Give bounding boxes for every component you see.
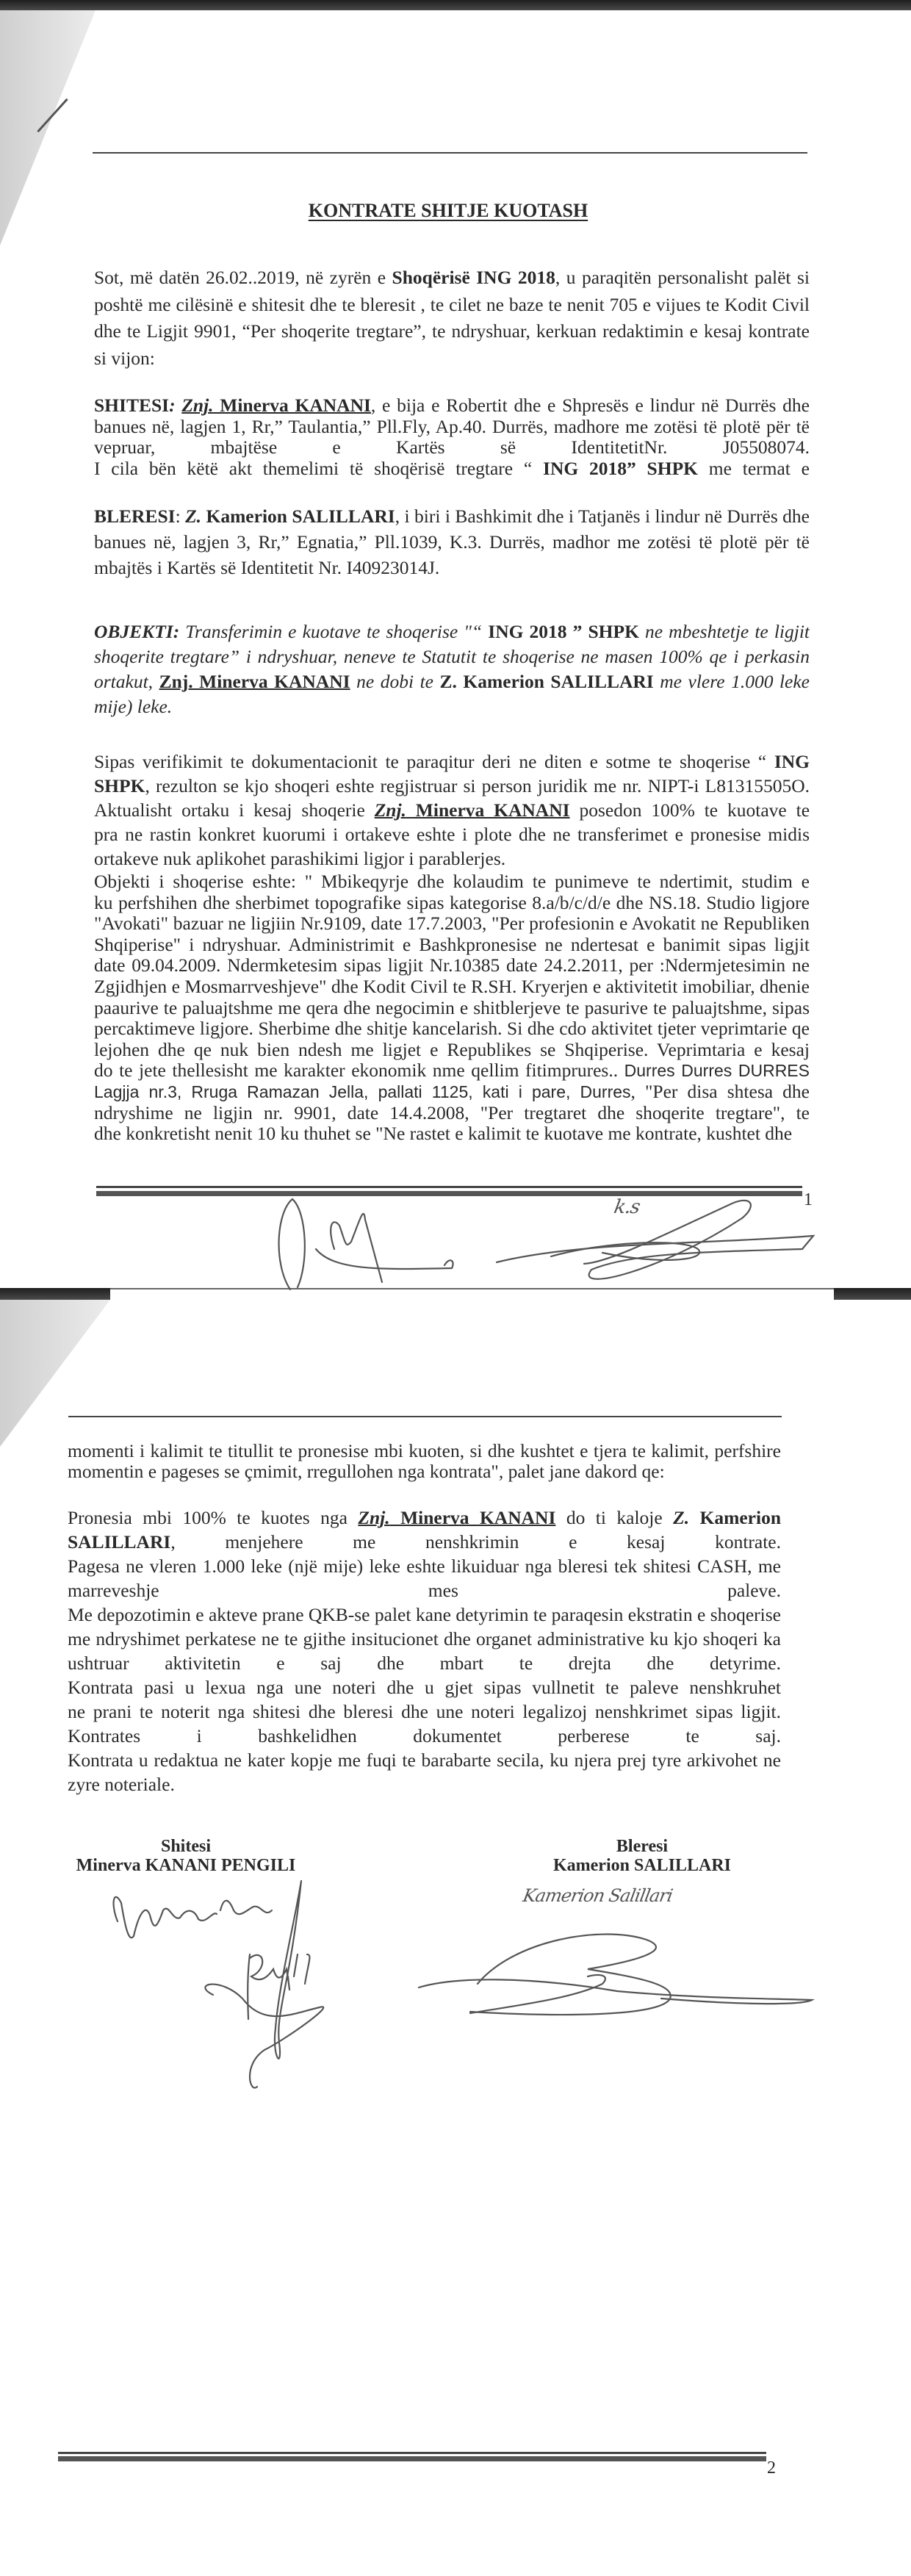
emphasized-text-run: Kamerion SALILLARI (201, 506, 395, 527)
text-run: posedon 100% te kuotave te (579, 799, 810, 821)
text-line (68, 1651, 781, 1675)
text-run: zyre noteriale. (68, 1774, 175, 1795)
text-line (94, 503, 810, 529)
emphasized-text-run: mije) leke. (94, 696, 173, 717)
text-run: ku perfshihen dhe sherbimet topografike sipas kategorise 8.a/b/c/d/e dhe NS.18. Studio ligjore (94, 892, 810, 913)
text-line (68, 1602, 781, 1627)
text-line (94, 555, 810, 580)
text-line (68, 1554, 781, 1578)
page-gap-shadow-left (0, 1288, 110, 1300)
text-line (68, 1748, 781, 1772)
scan-top-shadow (0, 0, 911, 10)
text-run: Kontrates i bashkelidhen dokumentet perberese te saj. (68, 1725, 781, 1746)
text-line (68, 1772, 781, 1796)
emphasized-text-run: Z. (673, 1507, 690, 1528)
buyer-name: Kamerion SALILLARI (552, 1856, 732, 1875)
emphasized-text-run: Shoqërisë ING 2018 (392, 267, 555, 288)
emphasized-text-run: SHITESI (94, 395, 170, 416)
text-run: "Avokati" bazuar ne ligjiin Nr.9109, date 17.7.2003, "Per profesionin e Avokatit ne Republiken (94, 913, 810, 935)
text-line (94, 749, 810, 774)
text-run: momentin e pageses se çmimit, rregullohen nga kontrata", palet jane dakord qe: (68, 1461, 665, 1482)
text-line (68, 1724, 781, 1748)
text-line (94, 871, 810, 893)
text-run: do ti kaloje (555, 1507, 674, 1528)
text-run: me termat e (708, 458, 810, 480)
text-run: ortakeve nuk aplikohet parashikimi ligjor i parablerjes. (94, 848, 506, 869)
emphasized-text-run: Minerva KANANI (213, 395, 371, 416)
page-gap-shadow-right (834, 1288, 911, 1300)
emphasized-text-run: Z. (185, 506, 202, 527)
text-line (94, 955, 810, 976)
text-run: marreveshje mes paleve. (68, 1580, 781, 1601)
emphasized-text-run: Z. Kamerion SALILLARI (439, 671, 654, 692)
text-line (94, 417, 810, 438)
emphasized-text-run: Znj. (181, 395, 214, 416)
text-line (94, 1082, 810, 1103)
text-line (68, 1530, 781, 1554)
page1-seller-signature (279, 1199, 453, 1289)
emphasized-text-run: Transferimin e kuotave te shoqerise "“ (179, 621, 489, 642)
page2-left-shadow (0, 1300, 110, 1447)
text-line (94, 798, 810, 822)
text-run: , u paraqitën personalisht palët si (555, 267, 810, 288)
text-line (94, 318, 810, 345)
text-line (94, 265, 810, 292)
text-line (94, 935, 810, 956)
emphasized-text-run: ING 2018 ” SHPK (488, 621, 639, 642)
text-run: dhe te Ligjit 9901, “Per shoqerite tregtare”, te ndryshuar, kerkuan redaktimin e kesaj kontrate (94, 320, 810, 342)
emphasized-text-run: Minerva KANANI (389, 1507, 556, 1528)
intro-paragraph (94, 265, 810, 373)
buyer-handwritten-name: Kamerion Salillari (521, 1885, 674, 1906)
text-line (94, 893, 810, 914)
text-run: Objekti i shoqerise eshte: " Mbikeqyrje dhe kolaudim te punimeve te ndertimit, studim e (94, 871, 810, 892)
emphasized-text-run: ne mbeshtetje te ligjit (645, 621, 810, 642)
text-run: banues në, lagjen 3, Rr,” Egnatia,” Pll.1039, K.3. Durrës, madhor me zotësi të plotë për të (94, 531, 810, 553)
text-run: me ndryshimet perkatese ne te gjithe insitucionet dhe organet administrative ku kjo shoqeri ka (68, 1628, 781, 1649)
text-line (94, 976, 810, 998)
company-object-paragraph (94, 871, 810, 1145)
text-line (94, 1103, 810, 1124)
text-run: ne prani te noterit nga shitesi dhe bleresi dhe une noteri legalizoj nenshkrimet sipas ligjit. (68, 1701, 781, 1722)
text-run: Zgjidhjen e Mosmarrveshjeve" dhe Kodit Civil te R.SH. Kryerjen e aktivitetit imobiliar, dhenie (94, 976, 810, 997)
text-run: percaktimeve ligjore. Sherbime dhe shitje kancelarish. Si dhe cdo aktivitet tjeter veprimtarie qe (94, 1018, 810, 1040)
document-title: KONTRATE SHITJE KUOTASH (308, 200, 588, 221)
emphasized-text-run: ING 2018” SHPK (543, 458, 698, 480)
footer-rule-thick (96, 1191, 802, 1196)
text-run: Sot, më datën 26.02..2019, në zyrën e (94, 267, 392, 288)
page2-seller-signature (114, 1881, 324, 2088)
verification-paragraph (94, 749, 810, 871)
text-run: ndryshime ne ligjin nr. 9901, date 14.4.2008, "Per tregtaret dhe shoqerite tregtare", te (94, 1102, 810, 1123)
emphasized-text-run: ortakut, (94, 671, 159, 692)
buyer-role-label: Bleresi (616, 1837, 669, 1856)
emphasized-text-run: Lagjja nr.3, Rruga Ramazan Jella, pallati 1125, kati i pare, Durres (94, 1082, 631, 1101)
text-run: Aktualisht ortaku i kesaj shoqerie (94, 799, 375, 821)
emphasized-text-run: SALILLARI (68, 1531, 171, 1553)
emphasized-text-run: BLERESI (94, 506, 176, 527)
text-run: momenti i kalimit te titullit te pronesise mbi kuoten, si dhe kushtet e tjera te kalimit, perfshire (68, 1441, 781, 1461)
text-run: mbajtës i Kartës së Identitetit Nr. I40923014J. (94, 557, 440, 578)
text-run: vepruar, mbajtëse e Kartës së IdentitetitNr. J05508074. (94, 437, 810, 458)
text-run: I cila bën këtë akt themelimi të shoqërisë tregtare “ (94, 458, 544, 480)
text-run: banues në, lagjen 1, Rr,” Taulantia,” Pll.Fly, Ap.40. Durrës, madhore me zotësi të plotë për të (94, 416, 810, 437)
text-line (94, 292, 810, 319)
text-line (68, 1627, 781, 1651)
text-run: , e bija e Robertit dhe e Shpresës e lindur në Durrës dhe (370, 395, 810, 416)
seller-signature-block (39, 1837, 333, 1875)
text-run: Pagesa ne vleren 1.000 leke (një mije) leke eshte likuiduar nga bleresi tek shitesi CASH, me (68, 1555, 781, 1577)
page2-footer-rule-thin (58, 2452, 766, 2454)
page2-buyer-signature (419, 1935, 812, 2015)
emphasized-text-run: ING (774, 751, 810, 772)
seller-role-label: Shitesi (160, 1837, 211, 1856)
text-line (68, 1675, 781, 1699)
emphasized-text-run: me vlere 1.000 leke (660, 671, 810, 692)
emphasized-text-run: Znj. (358, 1507, 390, 1528)
text-line (94, 774, 810, 798)
page1-buyer-signature (497, 1201, 813, 1279)
footer-rule-thin (96, 1186, 802, 1188)
text-line (94, 1123, 810, 1145)
text-run: poshtë me cilësinë e shitesit dhe te bleresit , te cilet ne baze te nenit 705 e vijues te Kodit Civil (94, 293, 810, 315)
page1-signature-initials: k.s (612, 1196, 642, 1218)
emphasized-text-run: SHPK (94, 775, 145, 796)
text-run: dhe konkretisht nenit 10 ku thuhet se "Ne rastet e kalimit te kuotave me kontrate, kushtet dhe (94, 1123, 793, 1145)
text-line (68, 1578, 781, 1602)
page-number-2: 2 (767, 2458, 776, 2478)
text-line (94, 437, 810, 458)
text-line (94, 1040, 810, 1061)
text-run: : (175, 506, 186, 527)
text-line (68, 1699, 781, 1724)
text-run: date 09.04.2009. Ndermketesim sipas ligjit Nr.10385 date 24.2.2011, per :Ndermjetesimin ne (94, 955, 810, 976)
text-line (94, 1018, 810, 1040)
object-paragraph (94, 619, 810, 719)
page-number: 1 (804, 1190, 813, 1209)
emphasized-text-run: Znj. (374, 799, 406, 821)
text-line (94, 998, 810, 1019)
text-line (94, 395, 810, 417)
text-run: Kontrata u redaktua ne kater kopje me fuqi te barabarte secila, ku njera prej tyre arkivohet ne (68, 1749, 781, 1771)
text-line (94, 529, 810, 555)
text-run: Shqiperise" i ndryshuar. Administrimit e Bashkpronesise ne ndertesat e banimit sipas ligjit (94, 934, 810, 955)
text-run: , i biri i Bashkimit dhe i Tatjanës i lindur në Durrës dhe (395, 506, 810, 527)
emphasized-text-run: shoqerite tregtare” i ndryshuar, neneve te Statutit te shoqerise ne masen 100% qe i perkasin (94, 646, 810, 667)
buyer-paragraph (94, 503, 810, 580)
text-run: do te jete thellesisht me karakter ekonomik nme qellim fitimprures.. (94, 1060, 624, 1082)
text-run: Pronesia mbi 100% te kuotes nga (68, 1507, 359, 1528)
emphasized-text-run: ne dobi te (350, 671, 440, 692)
text-line (94, 345, 810, 373)
buyer-signature-block (495, 1837, 789, 1875)
text-line (68, 1441, 781, 1461)
text-run: lejohen dhe qe nuk bien ndesh me ligjet e Republikes se Shqiperise. Veprimtaria e kesaj (94, 1039, 810, 1060)
text-run: , rezulton se kjo shoqeri eshte regjistruar si person juridik me nr. NIPT-i L81315505O. (145, 775, 810, 796)
text-line (94, 694, 810, 719)
page-gap-edge (110, 1288, 834, 1289)
transfer-conditions-paragraph (68, 1441, 781, 1482)
text-run: Sipas verifikimit te dokumentacionit te paraqitur deri ne diten e sotme te shoqerise “ (94, 751, 774, 772)
page2-footer-rule-thick (58, 2456, 766, 2461)
emphasized-text-run: OBJEKTI: (94, 621, 180, 642)
seller-paragraph (94, 395, 810, 480)
text-run: Kontrata pasi u lexua nga une noteri dhe u gjet sipas vullnetit te paleve nenshkruhet (68, 1677, 781, 1698)
text-run: ushtruar aktivitetin e saj dhe mbart te drejta dhe detyrime. (68, 1652, 781, 1674)
emphasized-text-run: Znj. Minerva KANANI (159, 671, 350, 692)
text-line (94, 913, 810, 935)
text-line (94, 846, 810, 871)
page2-header-rule (68, 1416, 782, 1417)
text-line (94, 619, 810, 644)
text-line (94, 669, 810, 694)
emphasized-text-run: Durres Durres DURRES (624, 1061, 810, 1081)
text-run: paaurive te paluajtshme me qera dhe negocimin e shitblerjeve te pasurive te paluajtshme, sipas (94, 997, 810, 1018)
text-run: pra ne rastin konkret kuorumi i ortakeve eshte i plote dhe ne transferimet e pronesise midis (94, 824, 810, 845)
text-line (68, 1505, 781, 1530)
emphasized-text-run: Kamerion (689, 1507, 781, 1528)
seller-name: Minerva KANANI PENGILI (76, 1856, 296, 1875)
text-run: Me depozotimin e akteve prane QKB-se palet kane detyrimin te paraqesin ekstratin e shoqerise (68, 1604, 781, 1625)
text-line (94, 822, 810, 846)
text-run: , "Per disa shtesa dhe (630, 1081, 810, 1102)
text-line (94, 644, 810, 669)
text-run: , menjehere me nenshkrimin e kesaj kontrate. (170, 1531, 781, 1553)
text-line (94, 1060, 810, 1082)
agreement-terms-paragraph (68, 1505, 781, 1796)
text-line (94, 458, 810, 480)
emphasized-text-run: Minerva KANANI (406, 799, 570, 821)
header-rule (93, 152, 807, 154)
text-line (68, 1461, 781, 1482)
emphasized-text-run: : (169, 395, 182, 416)
text-run: si vijon: (94, 348, 155, 370)
